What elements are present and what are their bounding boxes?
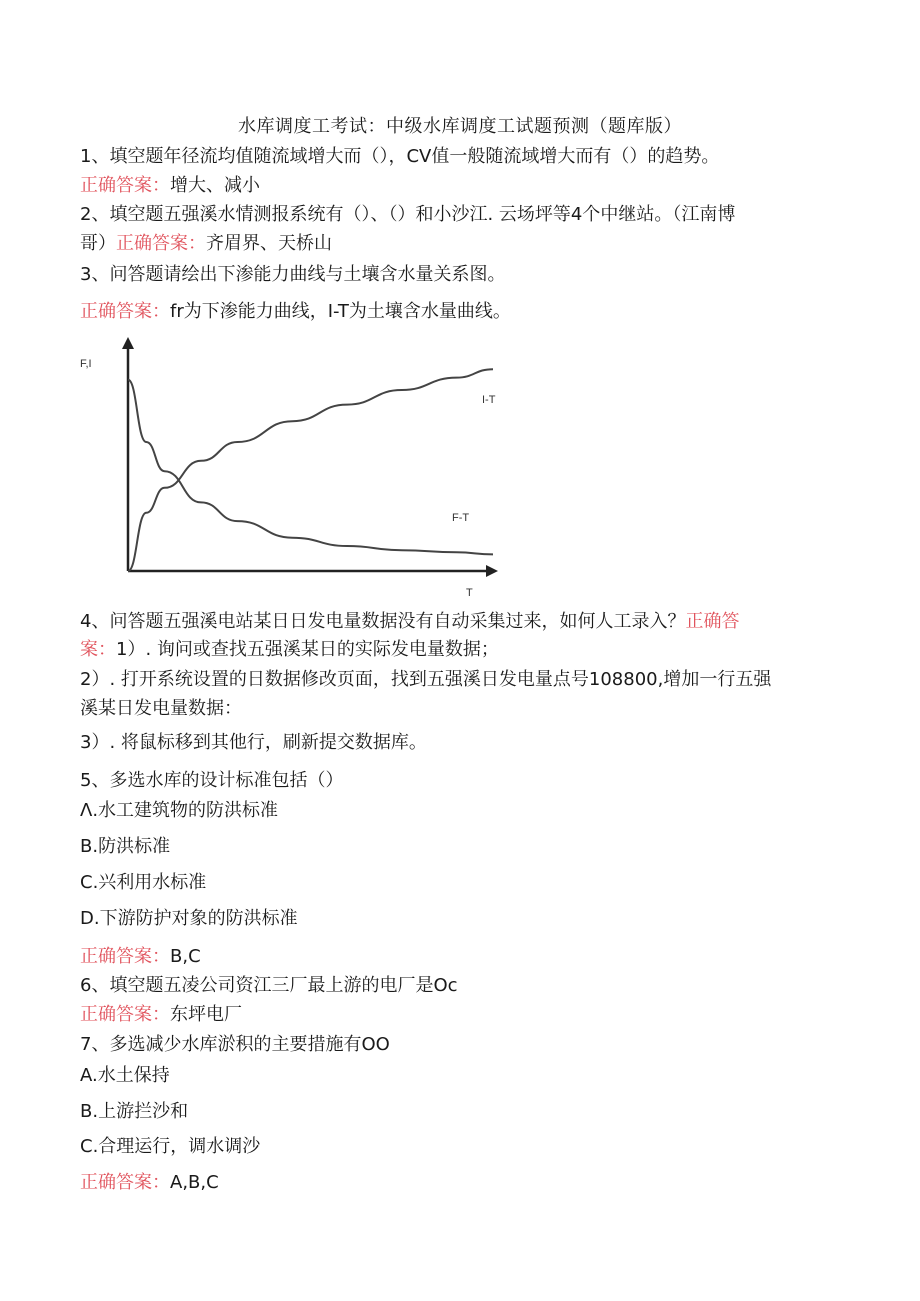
answer-label-head: 正确答 <box>685 611 740 632</box>
question-5: 5、多选水库的设计标准包括（） <box>80 770 344 791</box>
y-axis-label: F,I <box>80 358 92 370</box>
option-5-b: B.防洪标准 <box>80 836 171 857</box>
answer-label: 正确答案： <box>80 1172 170 1193</box>
series-label-i-t: I-T <box>482 394 496 406</box>
answer-label-tail: 案： <box>80 639 116 660</box>
answer-5 <box>80 942 201 968</box>
series-line-i-t <box>128 369 493 571</box>
question-4-line-1 <box>80 607 739 633</box>
question-2-line-1: 2、填空题五强溪水情测报系统有（）、（）和小沙江. 云场坪等4个中继站。（江南博 <box>80 204 736 225</box>
series-line-f-t <box>128 380 493 555</box>
answer-4-step-1-line <box>80 635 499 661</box>
answer-label: 正确答案： <box>116 233 206 254</box>
x-axis-arrow <box>486 565 498 577</box>
answer-4-step-2-line-2: 溪某日发电量数据： <box>80 698 242 719</box>
answer-7 <box>80 1168 219 1194</box>
question-2-tail: 哥） <box>80 233 116 254</box>
answer-4-step-3: 3）. 将鼠标移到其他行，刷新提交数据库。 <box>80 732 427 753</box>
question-3: 3、问答题请绘出下渗能力曲线与土壤含水量关系图。 <box>80 264 506 285</box>
option-5-d: D.下游防护对象的防洪标准 <box>80 908 298 929</box>
option-7-b: B.上游拦沙和 <box>80 1101 189 1122</box>
option-5-c: C.兴利用水标准 <box>80 872 207 893</box>
answer-2-text: 齐眉界、天桥山 <box>206 233 332 254</box>
question-4-text: 4、问答题五强溪电站某日日发电量数据没有自动采集过来，如何人工录入？ <box>80 611 686 632</box>
answer-3 <box>80 297 511 323</box>
question-2-line-2 <box>80 229 332 255</box>
answer-label: 正确答案： <box>80 946 170 967</box>
answer-7-text: A,B,C <box>170 1172 219 1193</box>
document-title: 水库调度工考试：中级水库调度工试题预测（题库版） <box>238 116 682 137</box>
option-7-c: C.合理运行，调水调沙 <box>80 1136 261 1157</box>
answer-3-text: fr为下渗能力曲线，I-T为土壤含水量曲线。 <box>170 301 511 322</box>
answer-6 <box>80 1000 242 1026</box>
answer-4-step-1: 1）. 询问或查找五强溪某日的实际发电量数据； <box>116 639 499 660</box>
option-5-a: Λ.水工建筑物的防洪标准 <box>80 800 279 821</box>
answer-1 <box>80 171 260 197</box>
y-axis-arrow <box>122 337 134 349</box>
question-6: 6、填空题五凌公司资江三厂最上游的电厂是Oc <box>80 975 458 996</box>
question-7: 7、多选减少水库淤积的主要措施有OO <box>80 1034 390 1055</box>
infiltration-chart <box>78 333 508 601</box>
option-7-a: A.水土保持 <box>80 1065 170 1086</box>
answer-6-text: 东坪电厂 <box>170 1004 242 1025</box>
answer-1-text: 增大、减小 <box>170 175 260 196</box>
answer-label: 正确答案： <box>80 301 170 322</box>
answer-5-text: B,C <box>170 946 201 967</box>
series-label-f-t: F-T <box>452 512 470 524</box>
x-axis-label: T <box>466 587 473 599</box>
answer-label: 正确答案： <box>80 175 170 196</box>
answer-4-step-2-line-1: 2）. 打开系统设置的日数据修改页面，找到五强溪日发电量点号108800,增加一行五强 <box>80 669 772 690</box>
question-1: 1、填空题年径流均值随流域增大而（），CV值一般随流域增大而有（）的趋势。 <box>80 146 720 167</box>
answer-label: 正确答案： <box>80 1004 170 1025</box>
